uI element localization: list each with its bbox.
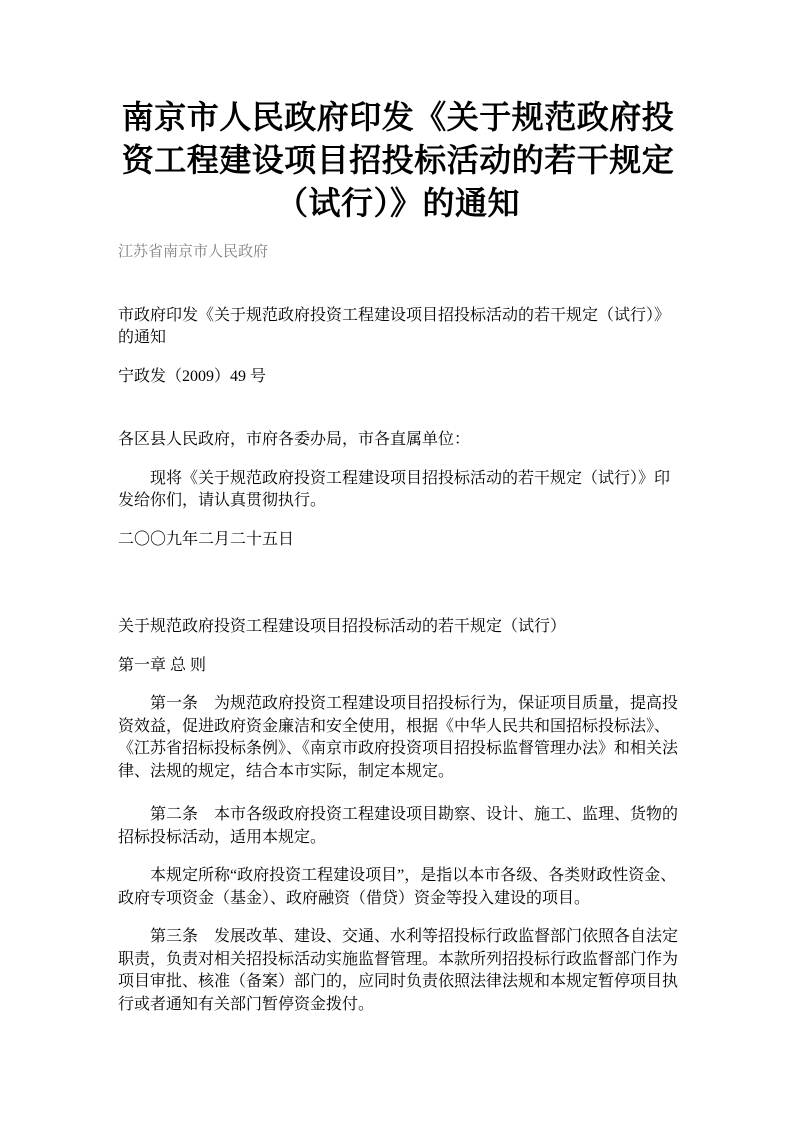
regulation-title: 关于规范政府投资工程建设项目招投标活动的若干规定（试行） (118, 618, 567, 635)
article-2: 第二条 本市各级政府投资工程建设项目勘察、设计、施工、监理、货物的招标投标活动，适用本规定。 (118, 806, 679, 846)
article-3: 第三条 发展改革、建设、交通、水利等招投标行政监督部门依照各自法定职责，负责对相关招投标活动实施监督管理。本款所列招投标行政监督部门作为项目审批、核准（备案）部门的，应同时负责依照法律法规和本规定暂停项目执行或者通知有关部门暂停资金拨付。 (118, 928, 679, 1013)
chapter-1-heading: 第一章 总 则 (118, 656, 207, 674)
article-1: 第一条 为规范政府投资工程建设项目招投标行为，保证项目质量，提高投资效益，促进政府资金廉洁和安全使用，根据《中华人民共和国招标投标法》、《江苏省招标投标条例》、《南京市政府投资项目招投标监督管理办法》和相关法律、法规的规定，结合本市实际，制定本规定。 (118, 695, 679, 780)
document-number: 宁政发（2009）49 号 (118, 367, 267, 385)
article-2-definition: 本规定所称“政府投资工程建设项目”，是指以本市各级、各类财政性资金、政府专项资金（基金）、政府融资（借贷）资金等投入建设的项目。 (118, 867, 677, 907)
publisher-line: 江苏省南京市人民政府 (118, 244, 269, 260)
issue-date: 二〇〇九年二月二十五日 (118, 530, 295, 548)
notice-heading: 市政府印发《关于规范政府投资工程建设项目招投标活动的若干规定（试行）》的通知 (118, 306, 671, 346)
notice-body: 现将《关于规范政府投资工程建设项目招投标活动的若干规定（试行）》印发给你们，请认真贯彻执行。 (118, 469, 671, 509)
document-title: 南京市人民政府印发《关于规范政府投资工程建设项目招投标活动的若干规定（试行）》的通知 (121, 99, 675, 221)
salutation-line: 各区县人民政府，市府各委办局，市各直属单位： (118, 431, 471, 448)
